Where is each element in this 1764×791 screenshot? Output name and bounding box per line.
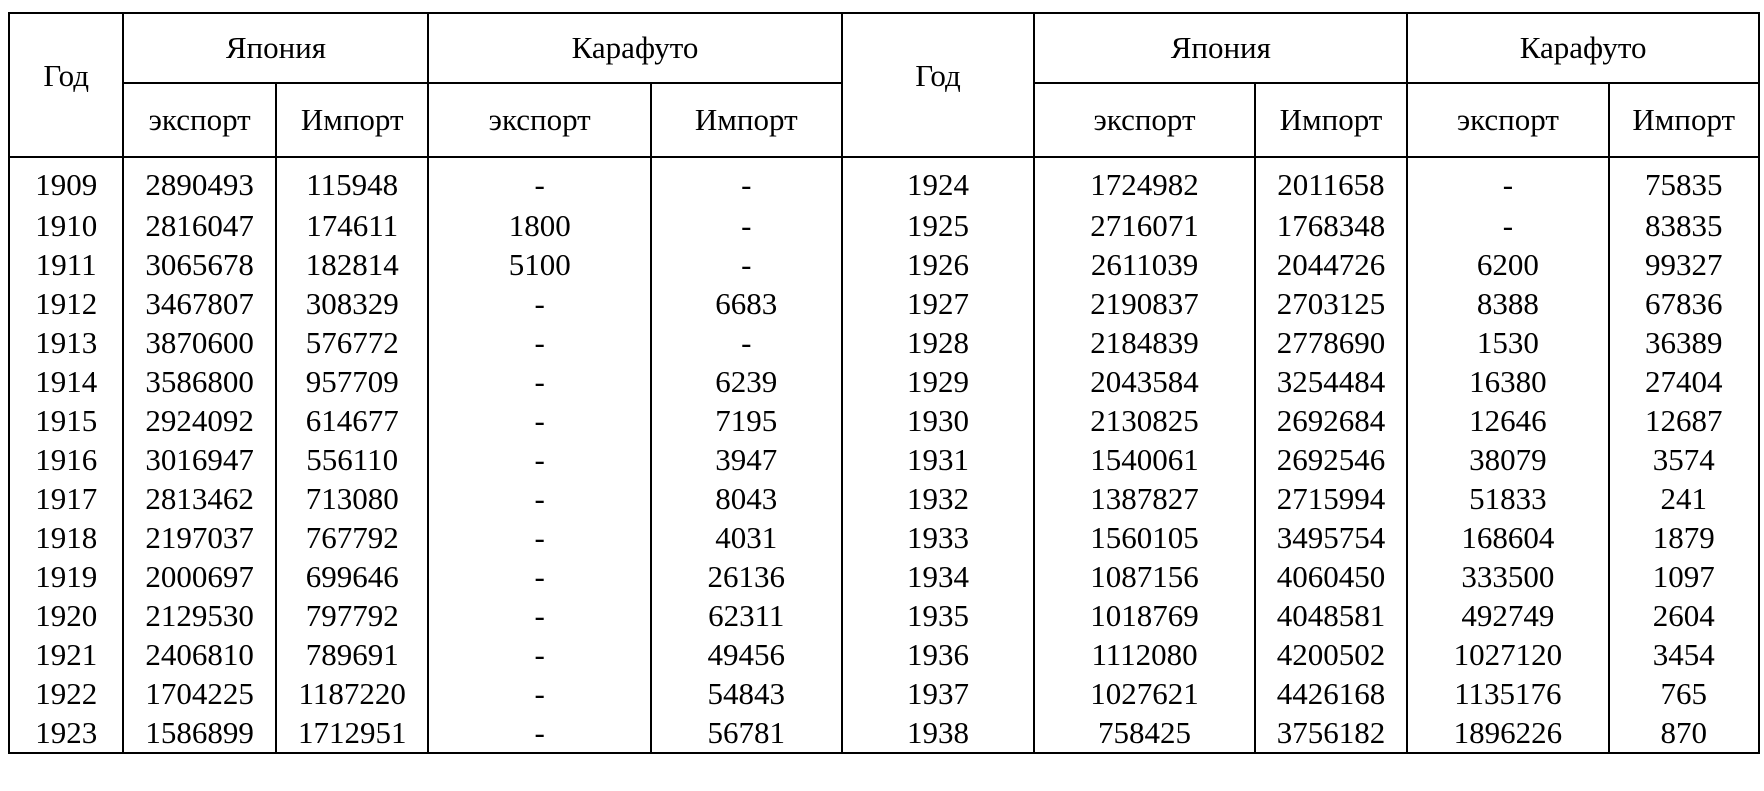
header-japan-import-right: Импорт: [1255, 83, 1408, 157]
cell-year-right: 1933: [842, 518, 1035, 557]
cell-japan-import-right: 3756182: [1255, 713, 1408, 753]
cell-japan-export-left: 1586899: [123, 713, 276, 753]
cell-karafuto-export-left: -: [428, 440, 650, 479]
cell-japan-import-right: 2703125: [1255, 284, 1408, 323]
header-japan-right: Япония: [1034, 13, 1407, 83]
cell-karafuto-export-left: -: [428, 362, 650, 401]
cell-year-left: 1909: [9, 157, 123, 206]
cell-karafuto-import-right: 870: [1609, 713, 1760, 753]
cell-karafuto-import-left: 54843: [651, 674, 842, 713]
cell-karafuto-export-left: -: [428, 157, 650, 206]
cell-japan-import-left: 614677: [276, 401, 429, 440]
cell-karafuto-export-right: 333500: [1407, 557, 1608, 596]
cell-karafuto-export-right: -: [1407, 157, 1608, 206]
table-row: [9, 635, 1759, 674]
cell-karafuto-export-left: -: [428, 401, 650, 440]
cell-japan-import-left: 1712951: [276, 713, 429, 753]
cell-karafuto-import-right: 1879: [1609, 518, 1760, 557]
cell-karafuto-import-left: 49456: [651, 635, 842, 674]
header-year-right: Год: [842, 13, 1035, 157]
cell-karafuto-export-right: 1896226: [1407, 713, 1608, 753]
cell-japan-export-left: 2406810: [123, 635, 276, 674]
trade-table: [8, 12, 1760, 754]
cell-karafuto-export-left: -: [428, 323, 650, 362]
cell-karafuto-export-right: 12646: [1407, 401, 1608, 440]
cell-japan-export-left: 3467807: [123, 284, 276, 323]
cell-karafuto-import-right: 75835: [1609, 157, 1760, 206]
cell-japan-export-right: 1387827: [1034, 479, 1254, 518]
cell-japan-export-right: 1112080: [1034, 635, 1254, 674]
cell-karafuto-import-right: 27404: [1609, 362, 1760, 401]
cell-karafuto-export-right: 492749: [1407, 596, 1608, 635]
cell-japan-export-right: 1560105: [1034, 518, 1254, 557]
cell-japan-export-left: 3586800: [123, 362, 276, 401]
cell-japan-export-right: 2716071: [1034, 206, 1254, 245]
cell-karafuto-export-left: -: [428, 674, 650, 713]
cell-japan-import-left: 556110: [276, 440, 429, 479]
cell-japan-export-left: 2890493: [123, 157, 276, 206]
cell-japan-export-right: 1724982: [1034, 157, 1254, 206]
header-karafuto-export-right: экспорт: [1407, 83, 1608, 157]
header-japan-import-left: Импорт: [276, 83, 429, 157]
header-karafuto-left: Карафуто: [428, 13, 841, 83]
cell-japan-export-left: 2129530: [123, 596, 276, 635]
cell-year-left: 1919: [9, 557, 123, 596]
cell-japan-export-left: 2924092: [123, 401, 276, 440]
cell-japan-import-left: 713080: [276, 479, 429, 518]
cell-japan-export-left: 2000697: [123, 557, 276, 596]
cell-karafuto-import-right: 241: [1609, 479, 1760, 518]
table-row: [9, 674, 1759, 713]
table-row: [9, 557, 1759, 596]
cell-karafuto-export-right: 168604: [1407, 518, 1608, 557]
header-karafuto-import-right: Импорт: [1609, 83, 1760, 157]
cell-japan-import-left: 699646: [276, 557, 429, 596]
header-year-left: Год: [9, 13, 123, 157]
cell-karafuto-export-right: 51833: [1407, 479, 1608, 518]
cell-year-right: 1934: [842, 557, 1035, 596]
cell-year-right: 1928: [842, 323, 1035, 362]
cell-japan-import-right: 2715994: [1255, 479, 1408, 518]
cell-karafuto-export-left: -: [428, 635, 650, 674]
table-row: [9, 596, 1759, 635]
cell-karafuto-import-left: 3947: [651, 440, 842, 479]
cell-japan-import-right: 3495754: [1255, 518, 1408, 557]
header-karafuto-right: Карафуто: [1407, 13, 1759, 83]
cell-karafuto-import-left: 7195: [651, 401, 842, 440]
cell-japan-export-left: 2816047: [123, 206, 276, 245]
header-karafuto-import-left: Импорт: [651, 83, 842, 157]
table-container: [8, 12, 1760, 754]
cell-karafuto-export-left: -: [428, 479, 650, 518]
cell-year-left: 1915: [9, 401, 123, 440]
cell-japan-import-right: 2011658: [1255, 157, 1408, 206]
cell-japan-export-right: 2043584: [1034, 362, 1254, 401]
cell-karafuto-import-right: 1097: [1609, 557, 1760, 596]
cell-year-right: 1931: [842, 440, 1035, 479]
table-row: [9, 284, 1759, 323]
cell-year-right: 1925: [842, 206, 1035, 245]
cell-karafuto-export-left: -: [428, 596, 650, 635]
cell-year-left: 1921: [9, 635, 123, 674]
cell-japan-import-left: 308329: [276, 284, 429, 323]
cell-karafuto-import-left: 62311: [651, 596, 842, 635]
cell-japan-import-left: 789691: [276, 635, 429, 674]
cell-karafuto-export-right: 1530: [1407, 323, 1608, 362]
table-row: [9, 518, 1759, 557]
cell-year-right: 1926: [842, 245, 1035, 284]
cell-japan-export-right: 1087156: [1034, 557, 1254, 596]
cell-karafuto-import-right: 36389: [1609, 323, 1760, 362]
cell-japan-import-left: 576772: [276, 323, 429, 362]
cell-karafuto-import-left: -: [651, 206, 842, 245]
cell-year-left: 1916: [9, 440, 123, 479]
cell-japan-import-left: 115948: [276, 157, 429, 206]
cell-karafuto-import-right: 765: [1609, 674, 1760, 713]
table-row: [9, 479, 1759, 518]
cell-japan-import-right: 4060450: [1255, 557, 1408, 596]
header-japan-export-right: экспорт: [1034, 83, 1254, 157]
cell-year-left: 1923: [9, 713, 123, 753]
cell-karafuto-export-right: 1135176: [1407, 674, 1608, 713]
cell-year-right: 1924: [842, 157, 1035, 206]
table-row: [9, 401, 1759, 440]
header-japan-left: Япония: [123, 13, 428, 83]
cell-karafuto-import-left: 6239: [651, 362, 842, 401]
cell-japan-export-left: 2813462: [123, 479, 276, 518]
cell-karafuto-import-left: -: [651, 323, 842, 362]
cell-year-right: 1937: [842, 674, 1035, 713]
cell-japan-export-right: 2190837: [1034, 284, 1254, 323]
cell-year-left: 1910: [9, 206, 123, 245]
cell-japan-import-right: 2692546: [1255, 440, 1408, 479]
cell-karafuto-export-right: 6200: [1407, 245, 1608, 284]
cell-japan-export-left: 3065678: [123, 245, 276, 284]
cell-japan-import-right: 2692684: [1255, 401, 1408, 440]
cell-year-left: 1920: [9, 596, 123, 635]
cell-karafuto-export-right: 1027120: [1407, 635, 1608, 674]
cell-japan-import-right: 4426168: [1255, 674, 1408, 713]
cell-japan-import-left: 174611: [276, 206, 429, 245]
cell-karafuto-import-right: 3574: [1609, 440, 1760, 479]
cell-karafuto-import-left: 56781: [651, 713, 842, 753]
cell-japan-export-left: 3016947: [123, 440, 276, 479]
cell-karafuto-export-right: -: [1407, 206, 1608, 245]
cell-year-right: 1932: [842, 479, 1035, 518]
cell-year-right: 1927: [842, 284, 1035, 323]
header-japan-export-left: экспорт: [123, 83, 276, 157]
cell-japan-export-right: 1027621: [1034, 674, 1254, 713]
cell-year-left: 1917: [9, 479, 123, 518]
cell-karafuto-export-right: 16380: [1407, 362, 1608, 401]
table-body: [9, 157, 1759, 753]
cell-japan-export-right: 1540061: [1034, 440, 1254, 479]
cell-karafuto-export-left: -: [428, 518, 650, 557]
cell-japan-import-right: 4048581: [1255, 596, 1408, 635]
table-row: [9, 157, 1759, 206]
cell-japan-export-left: 2197037: [123, 518, 276, 557]
cell-karafuto-import-right: 2604: [1609, 596, 1760, 635]
cell-year-right: 1930: [842, 401, 1035, 440]
cell-year-left: 1922: [9, 674, 123, 713]
cell-year-right: 1935: [842, 596, 1035, 635]
table-header: [9, 13, 1759, 157]
cell-karafuto-import-right: 3454: [1609, 635, 1760, 674]
cell-karafuto-export-left: -: [428, 557, 650, 596]
table-row: [9, 362, 1759, 401]
cell-year-left: 1911: [9, 245, 123, 284]
cell-karafuto-import-left: 6683: [651, 284, 842, 323]
table-row: [9, 323, 1759, 362]
cell-karafuto-export-left: 1800: [428, 206, 650, 245]
cell-karafuto-import-right: 83835: [1609, 206, 1760, 245]
cell-year-right: 1929: [842, 362, 1035, 401]
cell-karafuto-import-left: -: [651, 245, 842, 284]
cell-karafuto-import-left: 8043: [651, 479, 842, 518]
cell-karafuto-import-left: 26136: [651, 557, 842, 596]
cell-karafuto-export-right: 38079: [1407, 440, 1608, 479]
cell-year-left: 1918: [9, 518, 123, 557]
cell-karafuto-export-left: -: [428, 284, 650, 323]
table-row: [9, 245, 1759, 284]
cell-year-right: 1936: [842, 635, 1035, 674]
cell-japan-import-right: 1768348: [1255, 206, 1408, 245]
cell-japan-import-left: 767792: [276, 518, 429, 557]
cell-karafuto-import-left: 4031: [651, 518, 842, 557]
cell-karafuto-import-right: 12687: [1609, 401, 1760, 440]
header-karafuto-export-left: экспорт: [428, 83, 650, 157]
cell-japan-import-left: 1187220: [276, 674, 429, 713]
cell-karafuto-export-right: 8388: [1407, 284, 1608, 323]
cell-karafuto-import-right: 99327: [1609, 245, 1760, 284]
cell-japan-export-left: 1704225: [123, 674, 276, 713]
cell-japan-export-right: 758425: [1034, 713, 1254, 753]
cell-year-left: 1913: [9, 323, 123, 362]
cell-japan-import-right: 2778690: [1255, 323, 1408, 362]
cell-japan-import-left: 182814: [276, 245, 429, 284]
cell-karafuto-import-right: 67836: [1609, 284, 1760, 323]
cell-japan-export-right: 1018769: [1034, 596, 1254, 635]
cell-japan-import-left: 957709: [276, 362, 429, 401]
cell-year-left: 1914: [9, 362, 123, 401]
cell-japan-export-right: 2611039: [1034, 245, 1254, 284]
cell-karafuto-export-left: 5100: [428, 245, 650, 284]
cell-karafuto-import-left: -: [651, 157, 842, 206]
cell-karafuto-export-left: -: [428, 713, 650, 753]
table-row: [9, 713, 1759, 753]
cell-year-right: 1938: [842, 713, 1035, 753]
table-row: [9, 206, 1759, 245]
cell-japan-export-right: 2184839: [1034, 323, 1254, 362]
cell-year-left: 1912: [9, 284, 123, 323]
cell-japan-import-right: 4200502: [1255, 635, 1408, 674]
cell-japan-import-left: 797792: [276, 596, 429, 635]
cell-japan-export-right: 2130825: [1034, 401, 1254, 440]
cell-japan-export-left: 3870600: [123, 323, 276, 362]
cell-japan-import-right: 2044726: [1255, 245, 1408, 284]
table-row: [9, 440, 1759, 479]
cell-japan-import-right: 3254484: [1255, 362, 1408, 401]
